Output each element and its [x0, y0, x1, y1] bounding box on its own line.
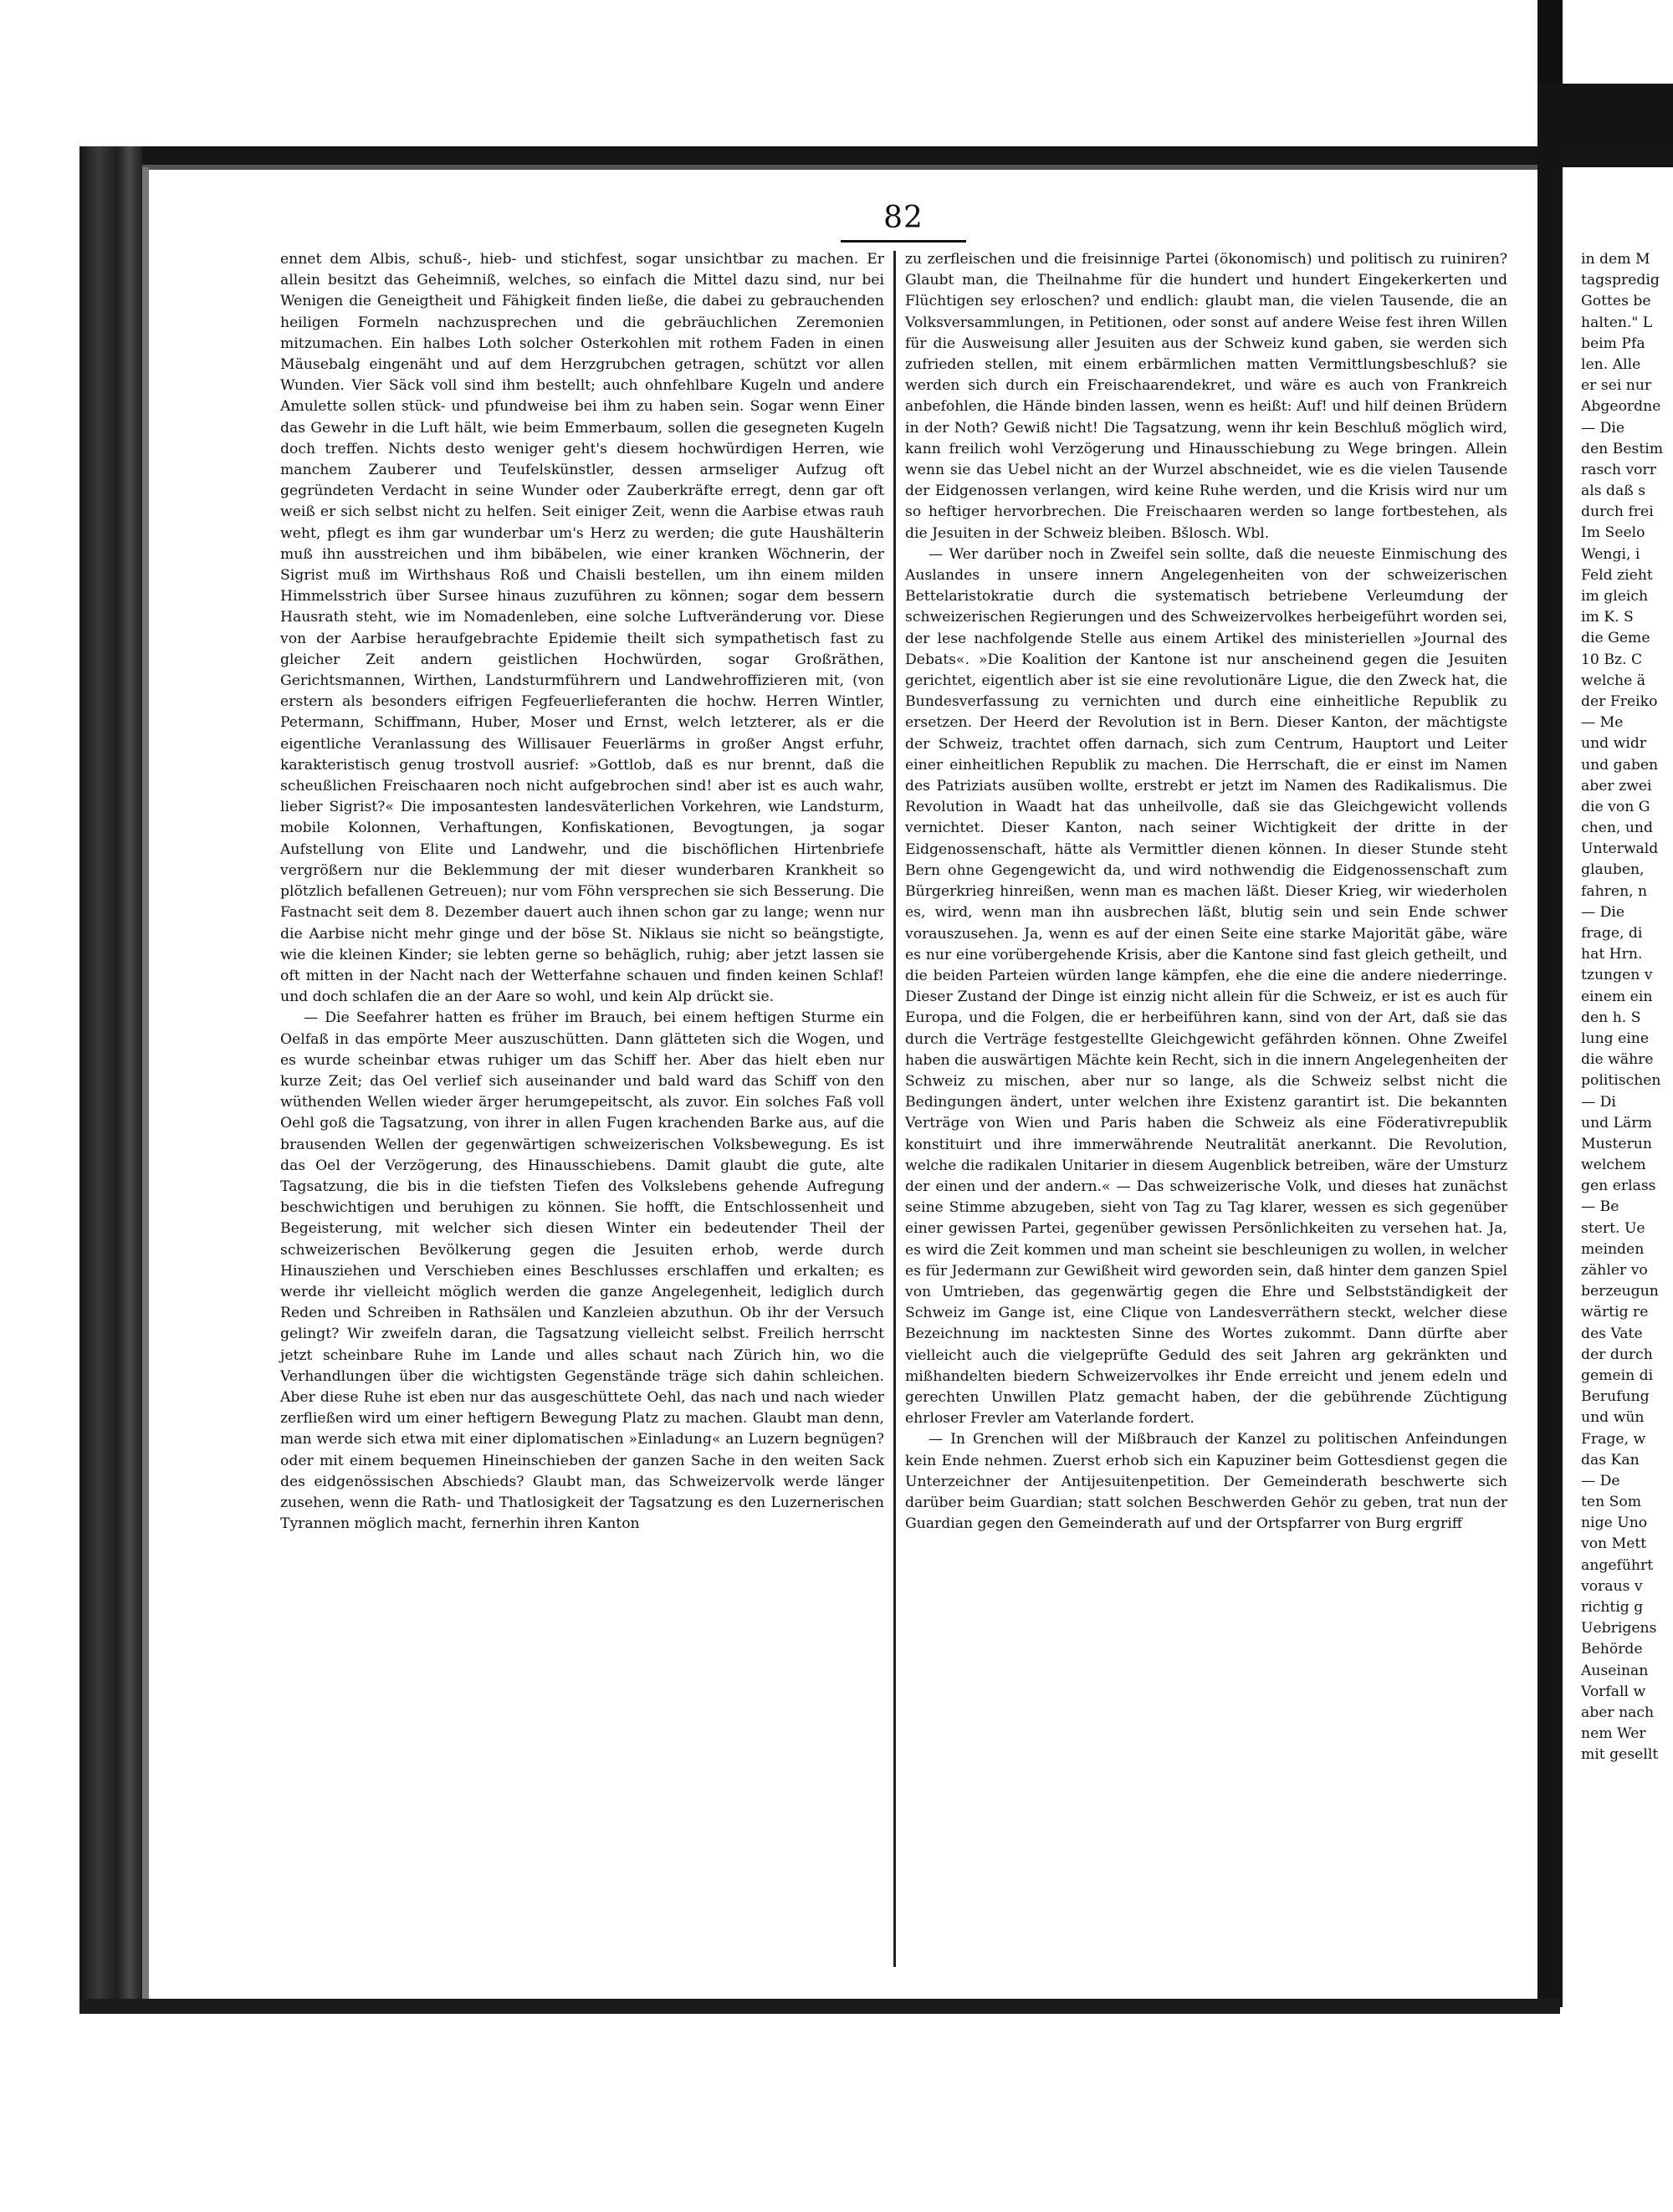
text-line: von Mett: [1581, 1535, 1647, 1553]
text-line: tzungen v: [1581, 967, 1653, 984]
text-line: ten Som: [1581, 1494, 1642, 1511]
left-text-column: [280, 249, 884, 1535]
text-line: die währe: [1581, 1051, 1654, 1069]
text-line: richtig g: [1581, 1599, 1644, 1616]
text-line: rasch vorr: [1581, 461, 1656, 478]
text-line: welchem: [1581, 1157, 1646, 1174]
text-line: der Freiko: [1581, 692, 1658, 710]
text-line: voraus v: [1581, 1577, 1643, 1595]
text-line: der durch: [1581, 1346, 1653, 1363]
text-line: fahren, n: [1581, 882, 1648, 900]
text-line: frage, di: [1581, 925, 1643, 942]
text-line: in dem M: [1581, 251, 1650, 268]
scan-border: [79, 1999, 1560, 2014]
text-line: tagspredig: [1581, 272, 1660, 289]
text-line: Gottes be: [1581, 293, 1651, 310]
text-line: berzeugun: [1581, 1283, 1659, 1300]
text-line: Abgeordne: [1581, 398, 1661, 416]
page-number: 82: [883, 201, 923, 235]
text-line: stert. Ue: [1581, 1219, 1645, 1237]
column-divider: [893, 251, 896, 1967]
text-line: nem Wer: [1581, 1725, 1646, 1743]
text-line: hat Hrn.: [1581, 946, 1643, 963]
paragraph: ennet dem Albis, schuß-, hieb- und stichfest, sogar unsichtbar zu machen. Er allein besitzt das Geheimniß, welches, so einfach die Mittel dazu sind, nur bei Wenigen die Geneigtheit und Fähigkeit finden ließe, die dabei zu gebrauchenden heiligen Formeln nachzusprechen und die gebräuchlichen Zeremonien mitzumachen. Ein halbes Loth solcher Osterkohlen mit rothem Faden in einen Mäusebalg eingenäht und auf dem Herzgrubchen getragen, schützt vor allen Wunden. Vier Säck voll sind ihm bestellt; auch ohnfehlbare Kugeln und andere Amulette sollen stück- und pfundweise bei ihm zu haben sein. Sogar wenn Einer das Gewehr in die Luft hält, wie beim Emmerbaum, sollen die gesegneten Kugeln doch treffen. Nichts desto weniger geht's diesem hochwürdigen Herren, wie manchem Zauberer und Teufelskünstler, dessen armseliger Aufzug oft gegründeten Verdacht in seine Wunder oder Zauberkräfte erregt, denn gar oft weiß er sich selbst nicht zu helfen. Seit einiger Zeit, wenn die Aarbise etwas rauh weht, pflegt es ihm gar wunderbar um's Herz zu werden; die gute Haushälterin muß ihn ausstreichen und ihm bibäbelen, wie einer kranken Wöchnerin, der Sigrist muß im Wirthshaus Roß und Chaisli bestellen, um ihn einem milden Himmelsstrich über Sursee hinaus zuzuführen zu können; sogar dem bessern Hausrath steht, wie im Nomadenleben, eine solche Luftveränderung vor. Diese von der Aarbise heraufgebrachte Epidemie theilt sich sympathetisch fast zu gleicher Zeit andern geistlichen Hochwürden, sogar Großräthen, Gerichtsmannen, Wirthen, Landsturmführern und Landwehroffizieren mit, (von erstern als besonders eifrigen Fegfeuerlieferanten die hochw. Herren Wintler, Petermann, Schiffmann, Huber, Moser und Ernst, welch letzterer, als er die eigentliche Veranlassung des Willisauer Feuerlärms in großer Angst erfuhr, karakteristisch genug trostvoll ausrief: »Gottlob, daß es nur brennt, daß die scheußlichen Freischaaren noch nicht aufgebrochen sind! aber ist es auch wahr, lieber Sigrist?« Die imposantesten landesväterlichen Vorkehren, wie Landsturm, mobile Kolonnen, Verhaftungen, Konfiskationen, Bevogtungen, ja sogar Aufstellung von Elite und Landwehr, und die bischöflichen Hirtenbriefe vergrößern nur die Beklemmung der mit dieser wunderbaren Krankheit so plötzlich befallenen Getreuen); nur vom Föhn versprechen sie sich Besserung. Die Fastnacht seit dem 8. Dezember dauert auch ihnen schon gar zu lange; wenn nur die Aarbise nicht mehr ginge und der böse St. Niklaus sie nicht so beängstigte, wie die kleinen Kinder; sie lebten gerne so behäglich, ruhig; aber jetzt lassen sie oft mitten in der Nacht nach der Wetterfahne schauen und finden keinen Schlaf! und doch schlafen die an der Aare so wohl, und kein Alp drückt sie.: [280, 251, 884, 1006]
text-line: — Die: [1581, 903, 1625, 921]
text-line: einem ein: [1581, 988, 1653, 1005]
paragraph: — In Grenchen will der Mißbrauch der Kanzel zu politischen Anfeindungen kein Ende nehmen. Zuerst erhob sich ein Kapuziner beim Gottesdienst gegen die Unterzeichner der Antijesuitenpetition. Der Gemeinderath beschwerte sich darüber beim Guardian; statt solchen Beschwerden Gehör zu geben, trat nun der Guardian gegen den Gemeinderath auf und der Ortspfarrer von Burg ergriff: [905, 1431, 1507, 1533]
paragraph: zu zerfleischen und die freisinnige Partei (ökonomisch) und politisch zu ruiniren? Glaubt man, die Theilnahme für die hundert und hundert Eingekerkerten und Flüchtigen sey erloschen? und endlich: glaubt man, die vielen Tausende, die an Volksversammlungen, in Petitionen, oder sonst auf andere Weise fest ihren Willen für die Ausweisung aller Jesuiten aus der Schweiz kund gaben, sie werden sich zufrieden stellen, mit einem erbärmlichen matten Vermittlungsbeschluß? sie werden sich durch ein Freischaarendekret, und wäre es auch von Frankreich anbefohlen, die Hände binden lassen, wenn es heißt: Auf! und hilf deinen Brüdern in der Noth? Gewiß nicht! Die Tagsatzung, wenn ihr kein Beschluß möglich wird, kann freilich wohl Verzögerung und Hinausschiebung zu Wege bringen. Allein wenn sie das Uebel nicht an der Wurzel abschneidet, wie es die vielen Tausende der Eidgenossen verlangen, wird keine Ruhe werden, und die Krisis wird nur um so heftiger hervorbrechen. Die Freischaaren werden so lange fortbestehen, als die Jesuiten in der Schweiz bleiben. Bšlosch. Wbl.: [905, 251, 1507, 542]
text-line: chen, und: [1581, 820, 1654, 837]
text-line: Musterun: [1581, 1135, 1652, 1152]
text-line: im K. S: [1581, 609, 1634, 626]
text-line: halten." L: [1581, 314, 1653, 331]
text-line: Uebrigens: [1581, 1620, 1657, 1637]
paragraph: — Wer darüber noch in Zweifel sein sollte, daß die neueste Einmischung des Auslandes in unsere innern Angelegenheiten von der schweizerischen Bettelaristokratie durch die systematisch betriebene Verleumdung der schweizerischen Regierungen und des Schweizervolkes herbeigeführt worden sei, der lese nachfolgende Stelle aus einem Artikel des ministeriellen »Journal des Debats«. »Die Koalition der Kantone ist nur anscheinend gegen die Jesuiten gerichtet, eigentlich aber ist sie eine revolutionäre Ligue, die den Zweck hat, die Bundesverfassung zu vernichten und durch eine einheitliche Republik zu ersetzen. Der Heerd der Revolution ist in Bern. Dieser Kanton, der mächtigste der Schweiz, trachtet offen darnach, sich zum Centrum, Hauptort und Leiter einer einheitlichen Republik zu machen. Die Herrschaft, die er einst im Namen des Patriziats ausüben wollte, erstrebt er jetzt im Namen des Radikalismus. Die Revolution in Waadt hat das unheilvolle, daß sie das Gleichgewicht vollends vernichtet. Dieser Kanton, nach seiner Wichtigkeit der dritte in der Eidgenossenschaft, hätte als Vermittler dienen können. In dieser Stunde steht Bern ohne Gegengewicht da, und wird nothwendig die Eidgenossenschaft zum Bürgerkrieg hinreißen, wenn man es machen läßt. Dieser Krieg, wir wiederholen es, wird, wenn man ihn ausbrechen läßt, blutig sein und sein Ende schwer vorauszusehen. Ja, wenn es auf der einen Seite eine starke Majorität gäbe, wäre es nur eine vorübergehende Krisis, aber die Kantone sind fast gleich getheilt, und die beiden Parteien würden lange kämpfen, ehe die eine die andere niederringe. Dieser Zustand der Dinge ist einzig nicht allein für die Schweiz, er ist es auch für Europa, und die Folgen, die er herbeiführen kann, sind von der Art, daß sie das durch die Verträge festgestellte Gleichgewicht gefährden können. Ohne Zweifel haben die auswärtigen Mächte kein Recht, sich in die innern Angelegenheiten der Schweiz zu mischen, aber nur so lange, als die Schweiz selbst nicht die Bedingungen ändert, unter welchen ihre Existenz garantirt ist. Die bekannten Verträge von Wien und Paris haben die Schweiz als eine Föderativrepublik konstituirt und ihre immerwährende Neutralität anerkannt. Die Revolution, welche die radikalen Unitarier in diesem Augenblick betreiben, wäre der Umsturz der einen und der andern.« — Das schweizerische Volk, und dieses hat zunächst seine Stimme abzugeben, sieht von Tag zu Tag klarer, wessen es sich gegenüber einer gewissen Partei, gegenüber gewissen Persönlichkeiten zu versehen hat. Ja, es wird die Zeit kommen und man scheint sie beschleunigen zu wollen, in welcher es für Jedermann zur Gewißheit wird geworden sein, daß hinter dem ganzen Spiel von Umtrieben, das gegenwärtig gegen die Ehre und Selbstständigkeit der Schweiz im Gange ist, eine Clique von Landesverräthern steckt, welcher diese Bezeichnung im nacktesten Sinne des Wortes zukommt. Dann dürfte aber vielleicht auch die vielgeprüfte Geduld des seit Jahren arg gekränkten und mißhandelten biedern Schweizervolkes ihr Ende erreicht und jenem edeln und gerechten Unwillen Platz gemacht haben, der die gebührende Züchtigung ehrloser Frevler am Vaterlande fordert.: [905, 545, 1507, 1428]
text-line: im gleich: [1581, 588, 1649, 605]
scan-border: [79, 146, 1673, 165]
text-line: beim Pfa: [1581, 335, 1645, 352]
text-line: die von G: [1581, 798, 1650, 815]
text-line: — Di: [1581, 1093, 1616, 1111]
text-line: durch frei: [1581, 503, 1654, 521]
text-line: und wün: [1581, 1409, 1645, 1427]
text-line: die Geme: [1581, 630, 1650, 647]
text-line: glauben,: [1581, 861, 1645, 879]
text-line: 10 Bz. C: [1581, 651, 1643, 668]
text-line: gemein di: [1581, 1367, 1654, 1384]
text-line: den h. S: [1581, 1009, 1641, 1026]
text-line: Frage, w: [1581, 1430, 1646, 1448]
text-line: des Vate: [1581, 1325, 1643, 1342]
text-line: Unterwald: [1581, 840, 1659, 858]
text-line: gen erlass: [1581, 1178, 1656, 1195]
book-spine-shadow: [79, 146, 142, 2003]
text-line: — Me: [1581, 714, 1624, 732]
text-line: — De: [1581, 1472, 1620, 1489]
page-gutter: [1537, 84, 1563, 2007]
text-line: er sei nur: [1581, 377, 1652, 395]
text-line: Feld zieht: [1581, 566, 1653, 584]
scan-border: [142, 167, 149, 1999]
text-line: — Die: [1581, 419, 1625, 437]
text-line: Vorfall w: [1581, 1683, 1646, 1700]
right-text-column-cropped: [1581, 249, 1673, 1766]
text-line: — Be: [1581, 1198, 1619, 1216]
text-line: lung eine: [1581, 1029, 1650, 1047]
text-line: meinden: [1581, 1240, 1645, 1258]
paragraph: — Die Seefahrer hatten es früher im Brauch, bei einem heftigen Sturme ein Oelfaß in das empörte Meer auszuschütten. Dann glätteten sich die Wogen, und es wurde scheinbar etwas ruhiger um das Schiff her. Aber das hielt eben nur kurze Zeit; das Oel verlief sich auseinander und bald ward das Schiff von den wüthenden Wellen wieder ärger herumgepeitscht, als zuvor. Ein solches Faß voll Oehl goß die Tagsatzung, von ihrer in allen Fugen krachenden Barke aus, auf die brausenden Wellen der gegenwärtigen schweizerischen Volksbewegung. Es ist das Oel der Verzögerung, des Hinausschiebens. Damit glaubt die gute, alte Tagsatzung, die bis in die tiefsten Tiefen des Volkslebens gehende Aufregung beschwichtigen und beruhigen zu können. Sie hofft, die Entschlossenheit und Begeisterung, mit welcher sich diesen Winter ein bedeutender Theil der schweizerischen Bevölkerung gegen die Jesuiten erhob, werde durch Hinausziehen und Verschieben eines Beschlusses erschlaffen und erkalten; es werde ihr vielleicht möglich werden die ganze Angelegenheit, lediglich durch Reden und Schreiben in Rathsälen und Kanzleien abzuthun. Ob ihr der Versuch gelingt? Wir zweifeln daran, die Tagsatzung vielleicht selbst. Freilich herrscht jetzt scheinbare Ruhe im Lande und alles schaut nach Zürich hin, wo die Verhandlungen über die wichtigsten Gegenstände träge sich dahin schleichen. Aber diese Ruhe ist eben nur das ausgeschüttete Oehl, das nach und nach wieder zerfließen wird um einer heftigern Bewegung Platz zu machen. Glaubt man denn, man werde sich etwa mit einer diplomatischen »Einladung« an Luzern begnügen? oder mit einem bequemen Hineinschieben der ganzen Sache in den weiten Sack des eidgenössischen Abschieds? Glaubt man, das Schweizervolk werde länger zusehen, wenn die Rath- und Thatlosigkeit der Tagsatzung es den Luzernerischen Tyrannen möglich macht, fernerhin ihren Kanton: [280, 1009, 884, 1533]
text-line: zähler vo: [1581, 1262, 1648, 1279]
text-line: welche ä: [1581, 672, 1645, 689]
text-line: Auseinan: [1581, 1662, 1649, 1679]
text-line: aber nach: [1581, 1704, 1655, 1721]
text-line: len. Alle: [1581, 355, 1641, 373]
middle-text-column: [905, 249, 1507, 1535]
text-line: Im Seelo: [1581, 524, 1645, 542]
scan-border: [138, 165, 1560, 170]
text-line: als daß s: [1581, 483, 1646, 500]
text-line: mit gesellt: [1581, 1746, 1659, 1764]
text-line: und gaben: [1581, 756, 1659, 774]
text-line: nige Uno: [1581, 1515, 1648, 1532]
page-number-rule: [841, 240, 966, 243]
text-line: den Bestim: [1581, 440, 1664, 457]
text-line: Berufung: [1581, 1388, 1650, 1406]
text-line: wärtig re: [1581, 1304, 1649, 1321]
text-line: und widr: [1581, 735, 1647, 753]
text-line: Behörde: [1581, 1641, 1643, 1658]
text-line: das Kan: [1581, 1451, 1640, 1469]
text-line: Wengi, i: [1581, 545, 1640, 563]
text-line: und Lärm: [1581, 1114, 1652, 1132]
text-line: angeführt: [1581, 1556, 1654, 1574]
text-line: aber zwei: [1581, 777, 1652, 794]
scan-border: [1537, 0, 1563, 92]
text-line: politischen: [1581, 1072, 1661, 1090]
